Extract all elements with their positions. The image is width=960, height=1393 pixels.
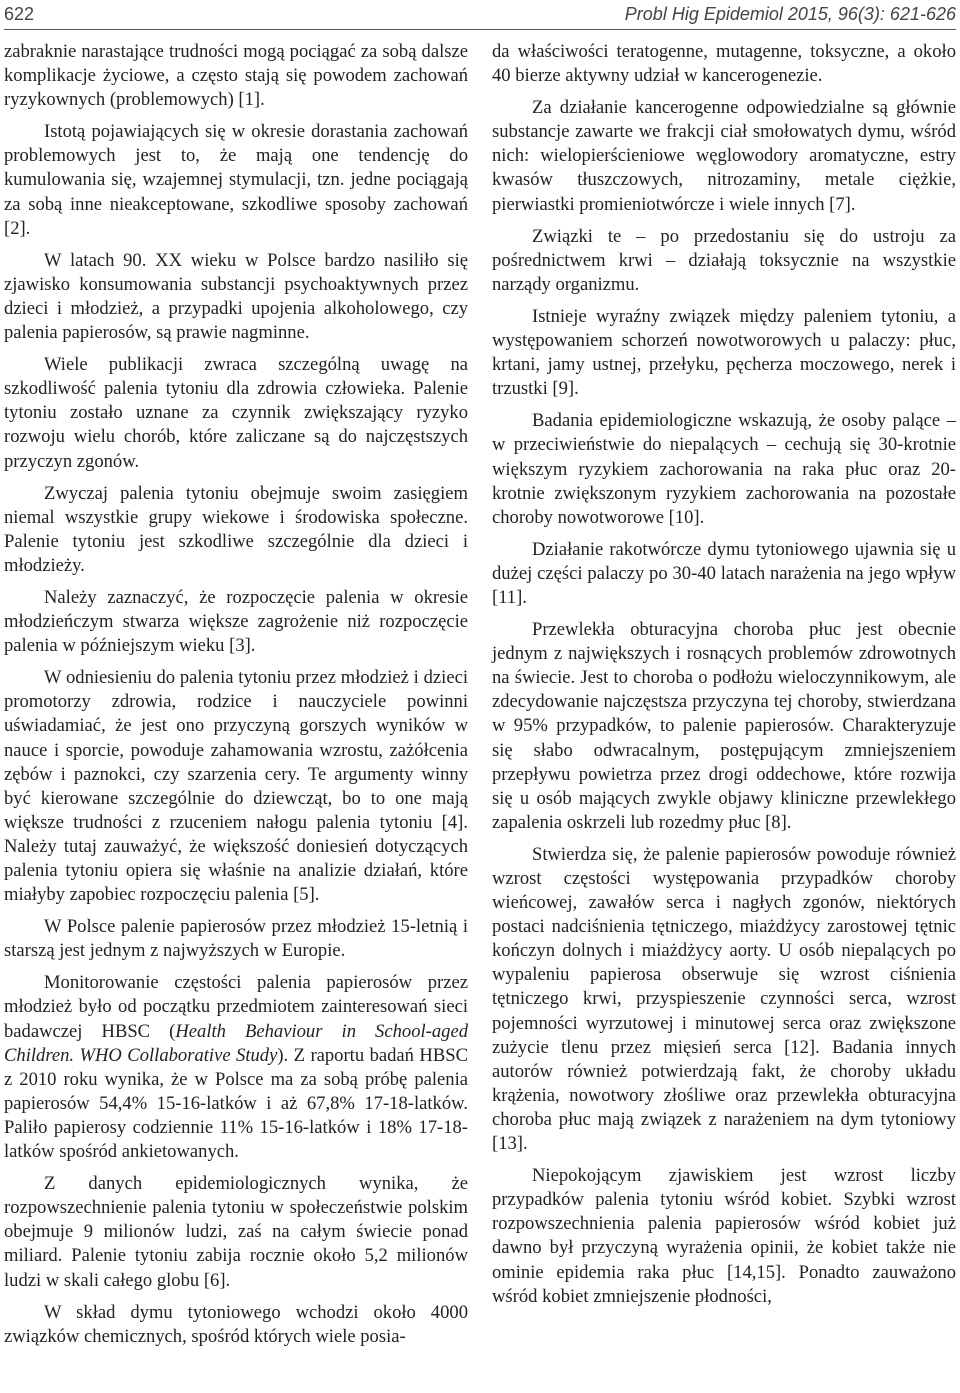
left-column: [4, 40, 468, 1357]
paragraph: da właściwości teratogenne, mutagenne, toksyczne, a około 40 bierze aktywny udział w kancerogenezie.: [492, 41, 956, 87]
paragraph: zabraknie narastające trudności mogą pociągać za sobą dalsze komplikacje życiowe, a często stają się powodem zachowań ryzykownych (problemowych) [1].: [4, 41, 468, 111]
right-column: [492, 40, 956, 1357]
journal-citation: Probl Hig Epidemiol 2015, 96(3): 621-626: [624, 3, 956, 24]
study-name: Health Behaviour in School-aged Children. WHO Collaborative Study: [4, 1020, 468, 1066]
paragraph: W skład dymu tytoniowego wchodzi około 4000 związków chemicznych, spośród których wiele posia-: [4, 1301, 468, 1347]
text-columns: [4, 40, 956, 1357]
paragraph: W latach 90. XX wieku w Polsce bardzo nasiliło się zjawisko konsumowania substancji psychoaktywnych przez dzieci i młodzież, a przypadki upojenia alkoholowego, czy palenia papierosów, są prawie nagminne.: [4, 249, 468, 344]
paragraph: Istotą pojawiających się w okresie dorastania zachowań problemowych jest to, że mają one tendencję do kumulowania się, wzajemnej stymulacji, tzn. jedne pociągają za sobą inne nieakceptowane, szkodliwe sposoby zachowań [2].: [4, 121, 468, 239]
paragraph: Istnieje wyraźny związek między paleniem tytoniu, a występowaniem schorzeń nowotworowych u palaczy: płuc, krtani, jamy ustnej, przełyku, pęcherza moczowego, nerek i trzustki [9].: [492, 305, 956, 400]
paragraph: Badania epidemiologiczne wskazują, że osoby palące – w przeciwieństwie do niepalących – cechują się 30-krotnie większym ryzykiem zachorowania na raka płuc oraz 20-krotnie zwiększonym ryzykiem zachorowania na pozostałe choroby nowotworowe [10].: [492, 410, 956, 528]
paragraph: Za działanie kancerogenne odpowiedzialne są głównie substancje zawarte we frakcji ciał smołowatych dymu, wśród nich: wielopierścieniowe węglowodory aromatyczne, estry kwasów tłuszczowych, nitrozaminy, metale ciężkie, pierwiastki promieniotwórcze i wiele innych [7].: [492, 97, 956, 215]
paragraph: Niepokojącym zjawiskiem jest wzrost liczby przypadków palenia tytoniu wśród kobiet. Szybki wzrost rozpowszechnienia palenia papierosów wśród kobiet już dawno był przyczyną wyrażenia opinii, że kobiet także nie ominie epidemia raka płuc [14,15]. Ponadto zauważono wśród kobiet zmniejszenie płodności,: [492, 1165, 956, 1307]
paragraph: Zwyczaj palenia tytoniu obejmuje swoim zasięgiem niemal wszystkie grupy wiekowe i środowiska społeczne. Palenie tytoniu jest szkodliwe szczególnie dla dzieci i młodzieży.: [4, 482, 468, 576]
paragraph: Należy zaznaczyć, że rozpoczęcie palenia w okresie młodzieńczym stwarza większe zagrożenie niż rozpoczęcie palenia w późniejszym wieku [3].: [4, 586, 468, 657]
paragraph: Wiele publikacji zwraca szczególną uwagę na szkodliwość palenia tytoniu dla zdrowia człowieka. Palenie tytoniu zostało uznane za czynnik zwiększający ryzyko rozwoju wielu chorób, które zaliczane są do najczęstszych przyczyn zgonów.: [4, 354, 468, 472]
paragraph: Z danych epidemiologicznych wynika, że rozpowszechnienie palenia tytoniu w społeczeństwie polskim obejmuje 9 milionów ludzi, zaś na całym świecie ponad miliard. Palenie tytoniu zabija rocznie około 5,2 milionów ludzi w skali całego globu [6].: [4, 1173, 468, 1291]
text-run: ). Z raportu badań HBSC z 2010 roku wynika, że w Polsce ma za sobą próbę palenia papierosów 54,4% 15-16-latków i aż 67,8% 17-18-latków. Paliło papierosy codziennie 11% 15-16-latków i 18% 17-18-latków spośród ankietowanych.: [4, 1044, 468, 1163]
paragraph: Działanie rakotwórcze dymu tytoniowego ujawnia się u dużej części palaczy po 30-40 latach narażenia na jego wpływ [11].: [492, 538, 956, 608]
paragraph: Przewlekła obturacyjna choroba płuc jest obecnie jednym z największych i rosnących problemów zdrowotnych na świecie. Jest to choroba o podłożu wieloczynnikowym, ale zdecydowanie najczęstsza przyczyna tej choroby, stwierdzana w 95% przypadków, to palenie papierosów. Charakteryzuje się słabo odwracalnym, postępującym zmniejszeniem przepływu powietrza przez drogi oddechowe, które rozwija się u osób mających zwykle objawy kliniczne przewlekłego zapalenia oskrzeli lub rozedmy płuc [8].: [492, 619, 956, 833]
paragraph: Stwierdza się, że palenie papierosów powoduje również wzrost częstości występowania przypadków choroby wieńcowej, zawałów serca i nagłych zgonów, niektórych postaci nadciśnienia tętniczego, miażdżycy zarostowej tętnic kończyn dolnych i miażdżycy aorty. U osób niepalących po wypaleniu papierosa obserwuje się wzrost ciśnienia tętniczego krwi, przyspieszenie czynności serca, wzrost pojemności wyrzutowej i minutowej serca oraz zwiększone zużycie tlenu przez mięsień serca [12]. Badania innych autorów również potwierdzają fakt, że choroby układu krążenia, nowotwory złośliwe oraz przewlekła obturacyjna choroba płuc mają związek z narażeniem na dym tytoniowy [13].: [492, 843, 956, 1155]
paragraph: W Polsce palenie papierosów przez młodzież 15-letnią i starszą jest jednym z najwyższych w Europie.: [4, 916, 468, 962]
page-header: [4, 0, 956, 28]
page-number: 622: [4, 3, 35, 24]
paragraph: W odniesieniu do palenia tytoniu przez młodzież i dzieci promotorzy zdrowia, rodzice i nauczyciele powinni uświadamiać, że jest ono przyczyną gorszych wyników w nauce i sporcie, powoduje zahamowania wzrostu, zażółcenia zębów i paznokci, czy szarzenia cery. Te argumenty winny być kierowane szczególnie do dziewcząt, bo to one mają większe trudności z rzuceniem nałogu palenia tytoniu [4]. Należy tutaj zauważyć, że większość doniesień dotyczących palenia tytoniu opiera się właśnie na analizie działań, które miałyby zapobiec rozpoczęciu palenia [5].: [4, 667, 468, 906]
text-run: Monitorowanie częstości palenia papierosów przez młodzież było od początku przedmiotem zainteresowań sieci badawczej HBSC (: [4, 972, 468, 1042]
header-rule: [4, 29, 956, 30]
paragraph: Związki te – po przedostaniu się do ustroju za pośrednictwem krwi – działają toksycznie na wszystkie narządy organizmu.: [492, 225, 956, 295]
paragraph-hbsc: [4, 971, 468, 1164]
